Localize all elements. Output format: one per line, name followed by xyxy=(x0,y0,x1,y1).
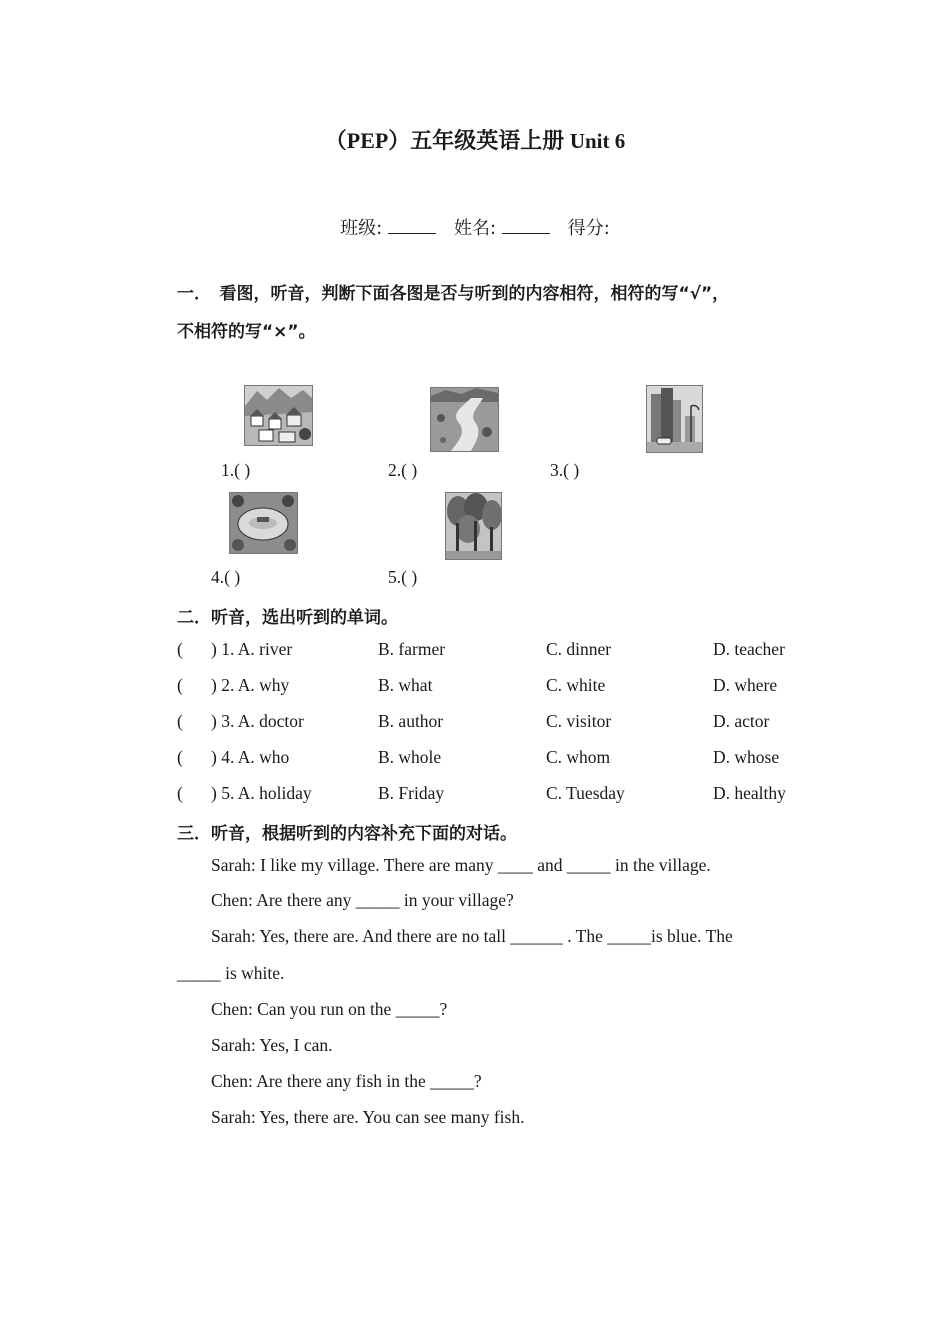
class-label: 班级: xyxy=(340,218,383,239)
option-a: ) 2. A. why xyxy=(211,675,290,695)
option-c: C. whom xyxy=(546,747,611,767)
village-picture-icon xyxy=(244,385,313,446)
title-main: （PEP）五年级英语上册 xyxy=(324,128,565,153)
answer-paren[interactable]: ( xyxy=(177,639,183,659)
option-b: B. farmer xyxy=(378,639,446,659)
section3-heading: 三．听音，根据听到的内容补充下面的对话。 xyxy=(177,824,517,844)
dialogue-line: Chen: Are there any fish in the _____? xyxy=(211,1071,482,1091)
name-blank[interactable] xyxy=(502,219,550,234)
dialogue-line: Sarah: Yes, I can. xyxy=(211,1035,333,1055)
answer-paren[interactable]: ( xyxy=(177,711,183,731)
option-c: C. visitor xyxy=(546,711,612,731)
city-picture-icon xyxy=(646,385,703,453)
picture-label-1[interactable]: 1.( ) xyxy=(221,460,251,480)
option-b: B. author xyxy=(378,711,444,731)
lake-picture-icon xyxy=(229,492,298,554)
option-a: ) 3. A. doctor xyxy=(211,711,304,731)
picture-label-2[interactable]: 2.( ) xyxy=(388,460,418,480)
option-b: B. Friday xyxy=(378,783,445,803)
option-d: D. healthy xyxy=(713,783,786,803)
option-c: C. white xyxy=(546,675,606,695)
dialogue-line: Sarah: Yes, there are. And there are no tall ______ . The _____is blue. The xyxy=(211,926,733,946)
section1-heading-cont: 不相符的写“×”。 xyxy=(177,322,316,342)
option-d: D. whose xyxy=(713,747,780,767)
picture-label-3[interactable]: 3.( ) xyxy=(550,460,580,480)
score-label: 得分: xyxy=(567,218,610,239)
option-d: D. teacher xyxy=(713,639,785,659)
option-c: C. dinner xyxy=(546,639,612,659)
page-title xyxy=(0,124,950,155)
dialogue-line: Chen: Are there any _____ in your village? xyxy=(211,890,514,910)
answer-paren[interactable]: ( xyxy=(177,675,183,695)
option-a: ) 1. A. river xyxy=(211,639,293,659)
answer-paren[interactable]: ( xyxy=(177,747,183,767)
title-unit: Unit 6 xyxy=(569,129,626,153)
picture-label-4[interactable]: 4.( ) xyxy=(211,567,241,587)
dialogue-line: Sarah: Yes, there are. You can see many fish. xyxy=(211,1107,525,1127)
option-a: ) 5. A. holiday xyxy=(211,783,312,803)
section2-heading: 二．听音，选出听到的单词。 xyxy=(177,608,398,628)
option-a: ) 4. A. who xyxy=(211,747,290,767)
forest-picture-icon xyxy=(445,492,502,560)
river-picture-icon xyxy=(430,387,499,452)
option-b: B. whole xyxy=(378,747,442,767)
option-c: C. Tuesday xyxy=(546,783,625,803)
picture-label-5[interactable]: 5.( ) xyxy=(388,567,418,587)
student-info xyxy=(0,214,950,240)
class-blank[interactable] xyxy=(388,219,436,234)
option-d: D. actor xyxy=(713,711,770,731)
section1-heading: 一． 看图，听音，判断下面各图是否与听到的内容相符，相符的写“√”， xyxy=(177,284,730,304)
dialogue-line: Sarah: I like my village. There are many ____ and _____ in the village. xyxy=(211,855,711,875)
dialogue-line: Chen: Can you run on the _____? xyxy=(211,999,448,1019)
name-label: 姓名: xyxy=(453,218,497,239)
dialogue-line: _____ is white. xyxy=(177,963,285,983)
answer-paren[interactable]: ( xyxy=(177,783,183,803)
option-d: D. where xyxy=(713,675,778,695)
option-b: B. what xyxy=(378,675,433,695)
